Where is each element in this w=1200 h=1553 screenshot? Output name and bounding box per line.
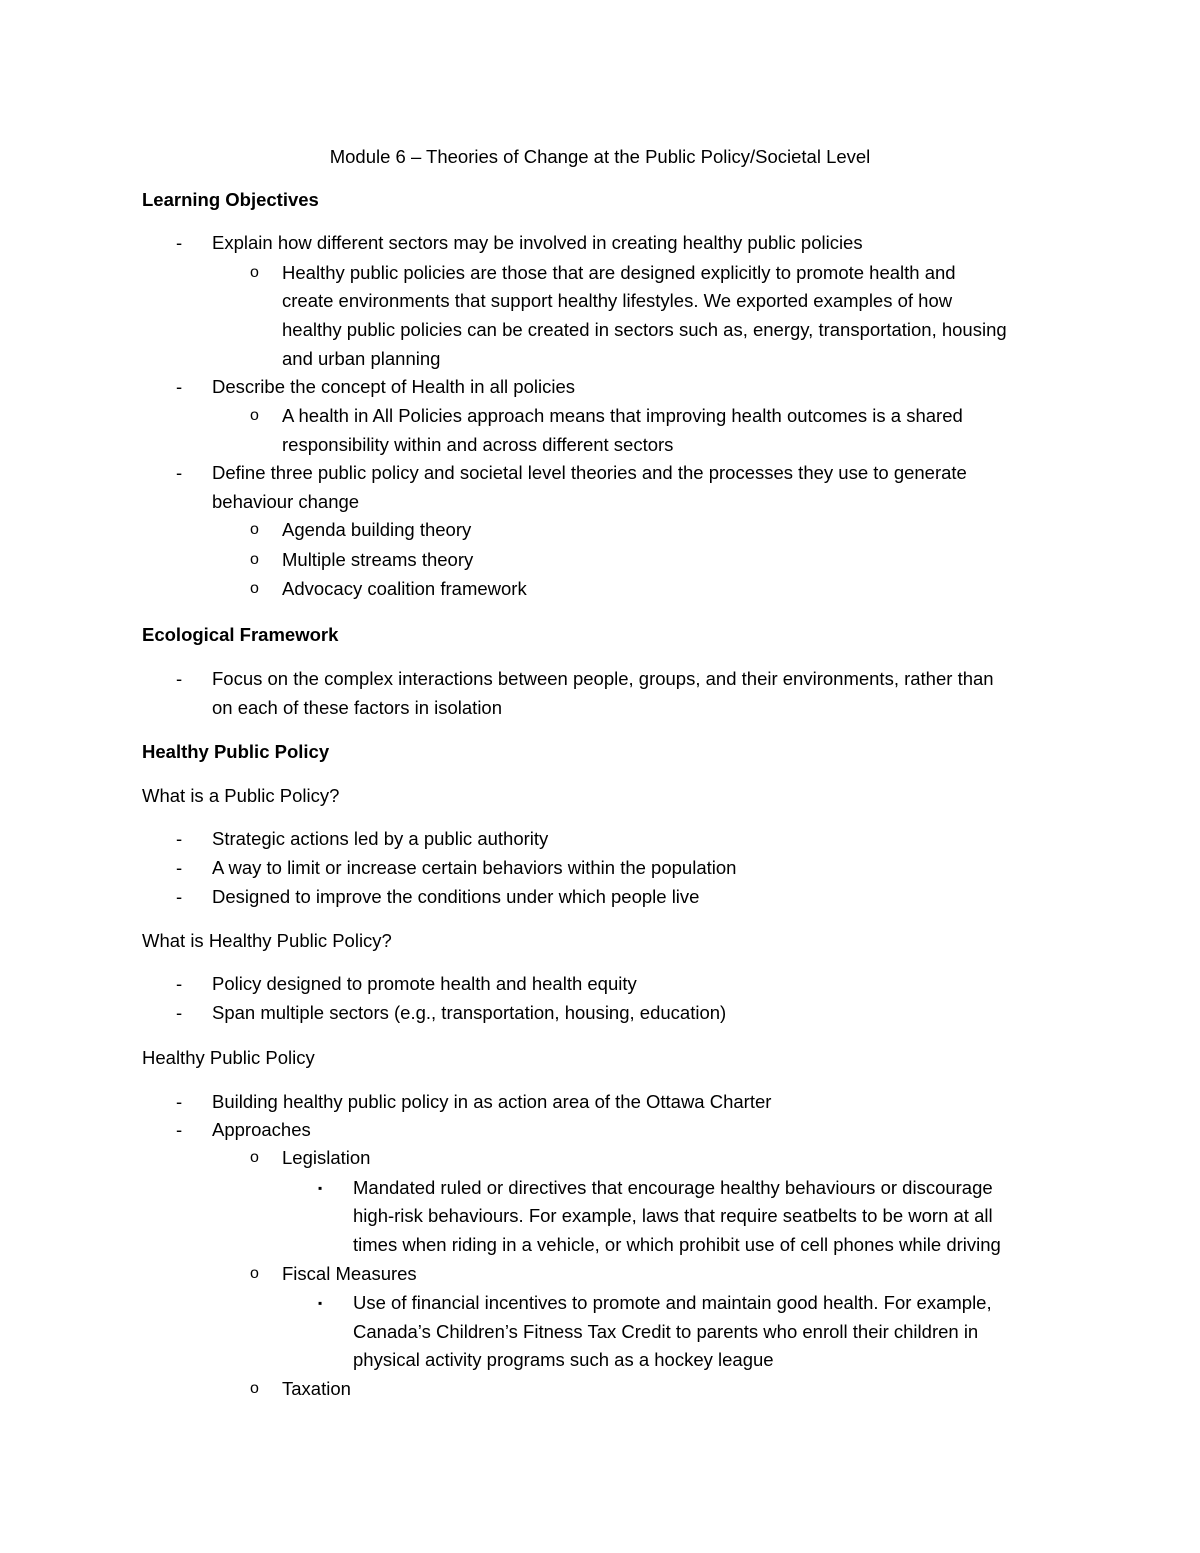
- theory-item: Advocacy coalition framework: [282, 578, 527, 599]
- objective-3-line: Define three public policy and societal level theories and the processes they use to generate: [212, 462, 967, 483]
- objective-1-detail-line: create environments that support healthy lifestyles. We exported examples of how: [282, 290, 953, 311]
- public-policy-item: A way to limit or increase certain behaviors within the population: [212, 857, 737, 878]
- fiscal-detail-line: Canada’s Children’s Fitness Tax Credit to parents who enroll their children in: [353, 1321, 979, 1342]
- dash-bullet: -: [176, 1119, 183, 1140]
- square-bullet: ▪: [318, 1296, 323, 1310]
- legislation-detail-line: times when riding in a vehicle, or which prohibit use of cell phones while driving: [353, 1234, 1001, 1255]
- objective-2-detail-line: responsibility within and across different sectors: [282, 434, 674, 455]
- legislation-detail-line: high-risk behaviours. For example, laws that require seatbelts to be worn at all: [353, 1205, 993, 1226]
- healthy-policy-item: Policy designed to promote health and health equity: [212, 973, 637, 994]
- circle-bullet: o: [250, 551, 259, 568]
- circle-bullet: o: [250, 580, 259, 597]
- dash-bullet: -: [176, 1091, 183, 1112]
- dash-bullet: -: [176, 462, 183, 483]
- dash-bullet: -: [176, 886, 183, 907]
- ecological-item-line: Focus on the complex interactions between people, groups, and their environments, rather than: [212, 668, 994, 689]
- circle-bullet: o: [250, 264, 259, 281]
- ecological-item-line: on each of these factors in isolation: [212, 697, 503, 718]
- healthy-public-policy-subheading: Healthy Public Policy: [142, 1047, 315, 1068]
- objective-1-detail-line: healthy public policies can be created in sectors such as, energy, transportation, housing: [282, 319, 1007, 340]
- dash-bullet: -: [176, 1002, 183, 1023]
- objective-2-detail-line: A health in All Policies approach means that improving health outcomes is a shared: [282, 405, 963, 426]
- approach-legislation: Legislation: [282, 1147, 371, 1168]
- public-policy-item: Designed to improve the conditions under which people live: [212, 886, 700, 907]
- dash-bullet: -: [176, 668, 183, 689]
- document-title: Module 6 – Theories of Change at the Public Policy/Societal Level: [329, 146, 871, 167]
- square-bullet: ▪: [318, 1181, 323, 1195]
- dash-bullet: -: [176, 376, 183, 397]
- dash-bullet: -: [176, 828, 183, 849]
- dash-bullet: -: [176, 232, 183, 253]
- objective-1: Explain how different sectors may be involved in creating healthy public policies: [212, 232, 863, 253]
- healthy-public-policy-heading: Healthy Public Policy: [142, 741, 330, 762]
- theory-item: Multiple streams theory: [282, 549, 474, 570]
- public-policy-item: Strategic actions led by a public authority: [212, 828, 549, 849]
- theory-item: Agenda building theory: [282, 519, 472, 540]
- circle-bullet: o: [250, 1149, 259, 1166]
- circle-bullet: o: [250, 407, 259, 424]
- learning-objectives-heading: Learning Objectives: [142, 189, 319, 210]
- legislation-detail-line: Mandated ruled or directives that encourage healthy behaviours or discourage: [353, 1177, 993, 1198]
- objective-3-line: behaviour change: [212, 491, 360, 512]
- objective-1-detail-line: Healthy public policies are those that are designed explicitly to promote health and: [282, 262, 956, 283]
- dash-bullet: -: [176, 973, 183, 994]
- fiscal-detail-line: physical activity programs such as a hockey league: [353, 1349, 774, 1370]
- healthy-policy-item: Span multiple sectors (e.g., transportation, housing, education): [212, 1002, 727, 1023]
- healthy-public-policy-question: What is Healthy Public Policy?: [142, 930, 392, 951]
- fiscal-detail-line: Use of financial incentives to promote and maintain good health. For example,: [353, 1292, 992, 1313]
- public-policy-question: What is a Public Policy?: [142, 785, 340, 806]
- circle-bullet: o: [250, 1380, 259, 1397]
- ecological-framework-heading: Ecological Framework: [142, 624, 339, 645]
- approaches-item: Approaches: [212, 1119, 311, 1140]
- ottawa-charter-item: Building healthy public policy in as action area of the Ottawa Charter: [212, 1091, 772, 1112]
- objective-1-detail-line: and urban planning: [282, 348, 441, 369]
- dash-bullet: -: [176, 857, 183, 878]
- objective-2: Describe the concept of Health in all policies: [212, 376, 575, 397]
- circle-bullet: o: [250, 521, 259, 538]
- circle-bullet: o: [250, 1265, 259, 1282]
- approach-taxation: Taxation: [282, 1378, 351, 1399]
- approach-fiscal-measures: Fiscal Measures: [282, 1263, 417, 1284]
